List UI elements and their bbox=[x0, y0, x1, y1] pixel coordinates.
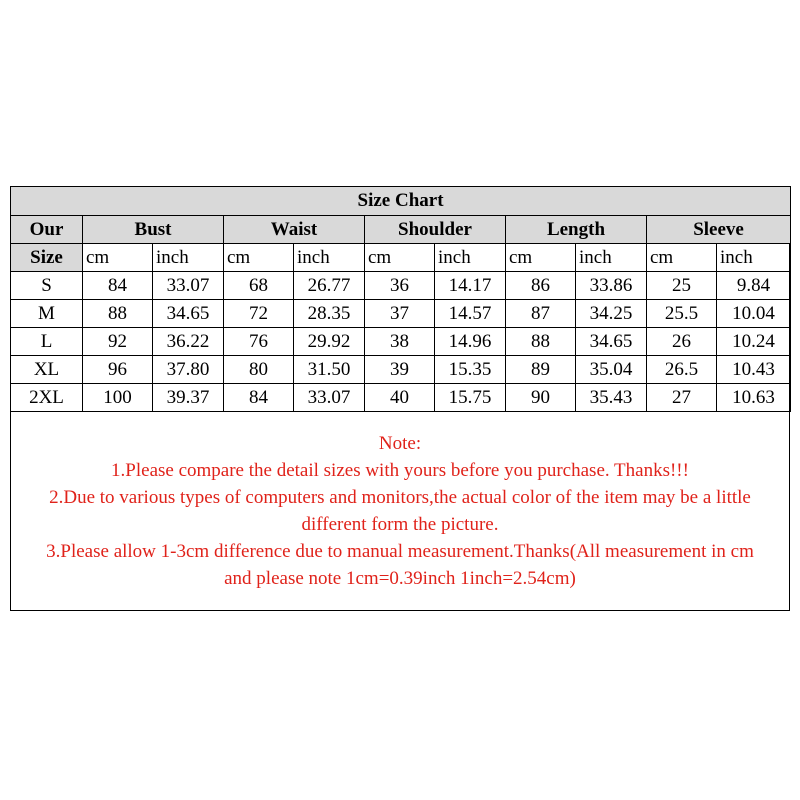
table-cell: 40 bbox=[365, 384, 435, 412]
table-cell: 10.43 bbox=[717, 356, 791, 384]
table-title: Size Chart bbox=[11, 187, 791, 216]
our-size-header-top: Our bbox=[11, 216, 83, 244]
table-cell: 76 bbox=[224, 328, 294, 356]
table-cell: 36 bbox=[365, 272, 435, 300]
note-line-4: 3.Please allow 1-3cm difference due to manual measurement.Thanks(All measurement in cm bbox=[46, 541, 754, 562]
note-line-5: and please note 1cm=0.39inch 1inch=2.54cm) bbox=[224, 568, 576, 589]
table-cell: 96 bbox=[83, 356, 153, 384]
table-row bbox=[11, 356, 791, 384]
table-cell: 36.22 bbox=[153, 328, 224, 356]
unit-header-bust-inch: inch bbox=[153, 244, 224, 272]
table-cell: 26.77 bbox=[294, 272, 365, 300]
table-cell: 28.35 bbox=[294, 300, 365, 328]
table-cell: 34.65 bbox=[576, 328, 647, 356]
table-row bbox=[11, 328, 791, 356]
table-cell: 10.04 bbox=[717, 300, 791, 328]
table-cell: 33.86 bbox=[576, 272, 647, 300]
table-cell: 26 bbox=[647, 328, 717, 356]
table-cell: 15.75 bbox=[435, 384, 506, 412]
size-label: S bbox=[11, 272, 83, 300]
group-header-sleeve: Sleeve bbox=[647, 216, 791, 244]
table-cell: 100 bbox=[83, 384, 153, 412]
table-cell: 88 bbox=[506, 328, 576, 356]
unit-header-waist-cm: cm bbox=[224, 244, 294, 272]
table-cell: 72 bbox=[224, 300, 294, 328]
table-cell: 39.37 bbox=[153, 384, 224, 412]
table-cell: 35.04 bbox=[576, 356, 647, 384]
table-row bbox=[11, 300, 791, 328]
table-cell: 27 bbox=[647, 384, 717, 412]
table-cell: 31.50 bbox=[294, 356, 365, 384]
group-header-shoulder: Shoulder bbox=[365, 216, 506, 244]
table-cell: 26.5 bbox=[647, 356, 717, 384]
table-cell: 86 bbox=[506, 272, 576, 300]
table-cell: 10.63 bbox=[717, 384, 791, 412]
table-cell: 25 bbox=[647, 272, 717, 300]
unit-header-length-inch: inch bbox=[576, 244, 647, 272]
table-cell: 84 bbox=[224, 384, 294, 412]
table-row bbox=[11, 384, 791, 412]
table-cell: 88 bbox=[83, 300, 153, 328]
group-header-bust: Bust bbox=[83, 216, 224, 244]
table-cell: 34.25 bbox=[576, 300, 647, 328]
unit-header-length-cm: cm bbox=[506, 244, 576, 272]
table-cell: 35.43 bbox=[576, 384, 647, 412]
table-cell: 89 bbox=[506, 356, 576, 384]
size-label: XL bbox=[11, 356, 83, 384]
table-cell: 90 bbox=[506, 384, 576, 412]
table-cell: 29.92 bbox=[294, 328, 365, 356]
table-cell: 14.96 bbox=[435, 328, 506, 356]
table-cell: 84 bbox=[83, 272, 153, 300]
table-cell: 25.5 bbox=[647, 300, 717, 328]
group-header-waist: Waist bbox=[224, 216, 365, 244]
table-cell: 14.17 bbox=[435, 272, 506, 300]
size-label: 2XL bbox=[11, 384, 83, 412]
note-line-3: different form the picture. bbox=[301, 514, 499, 535]
unit-header-waist-inch: inch bbox=[294, 244, 365, 272]
notes-block bbox=[10, 430, 790, 592]
table-cell: 37.80 bbox=[153, 356, 224, 384]
group-header-length: Length bbox=[506, 216, 647, 244]
unit-header-sleeve-cm: cm bbox=[647, 244, 717, 272]
table-cell: 80 bbox=[224, 356, 294, 384]
our-size-header-bottom: Size bbox=[11, 244, 83, 272]
table-cell: 38 bbox=[365, 328, 435, 356]
table-cell: 15.35 bbox=[435, 356, 506, 384]
table-cell: 37 bbox=[365, 300, 435, 328]
note-line-2: 2.Due to various types of computers and monitors,the actual color of the item may be a little bbox=[49, 487, 751, 508]
table-cell: 34.65 bbox=[153, 300, 224, 328]
notes-heading: Note: bbox=[378, 433, 422, 454]
table-cell: 10.24 bbox=[717, 328, 791, 356]
table-cell: 39 bbox=[365, 356, 435, 384]
table-cell: 87 bbox=[506, 300, 576, 328]
table-cell: 33.07 bbox=[294, 384, 365, 412]
table-cell: 9.84 bbox=[717, 272, 791, 300]
size-label: M bbox=[11, 300, 83, 328]
unit-header-bust-cm: cm bbox=[83, 244, 153, 272]
table-cell: 92 bbox=[83, 328, 153, 356]
table-cell: 33.07 bbox=[153, 272, 224, 300]
size-label: L bbox=[11, 328, 83, 356]
table-cell: 14.57 bbox=[435, 300, 506, 328]
table-cell: 68 bbox=[224, 272, 294, 300]
table-row bbox=[11, 272, 791, 300]
size-chart-table bbox=[10, 186, 791, 412]
unit-header-shoulder-cm: cm bbox=[365, 244, 435, 272]
unit-header-sleeve-inch: inch bbox=[717, 244, 791, 272]
unit-header-shoulder-inch: inch bbox=[435, 244, 506, 272]
note-line-1: 1.Please compare the detail sizes with yours before you purchase. Thanks!!! bbox=[111, 460, 689, 481]
